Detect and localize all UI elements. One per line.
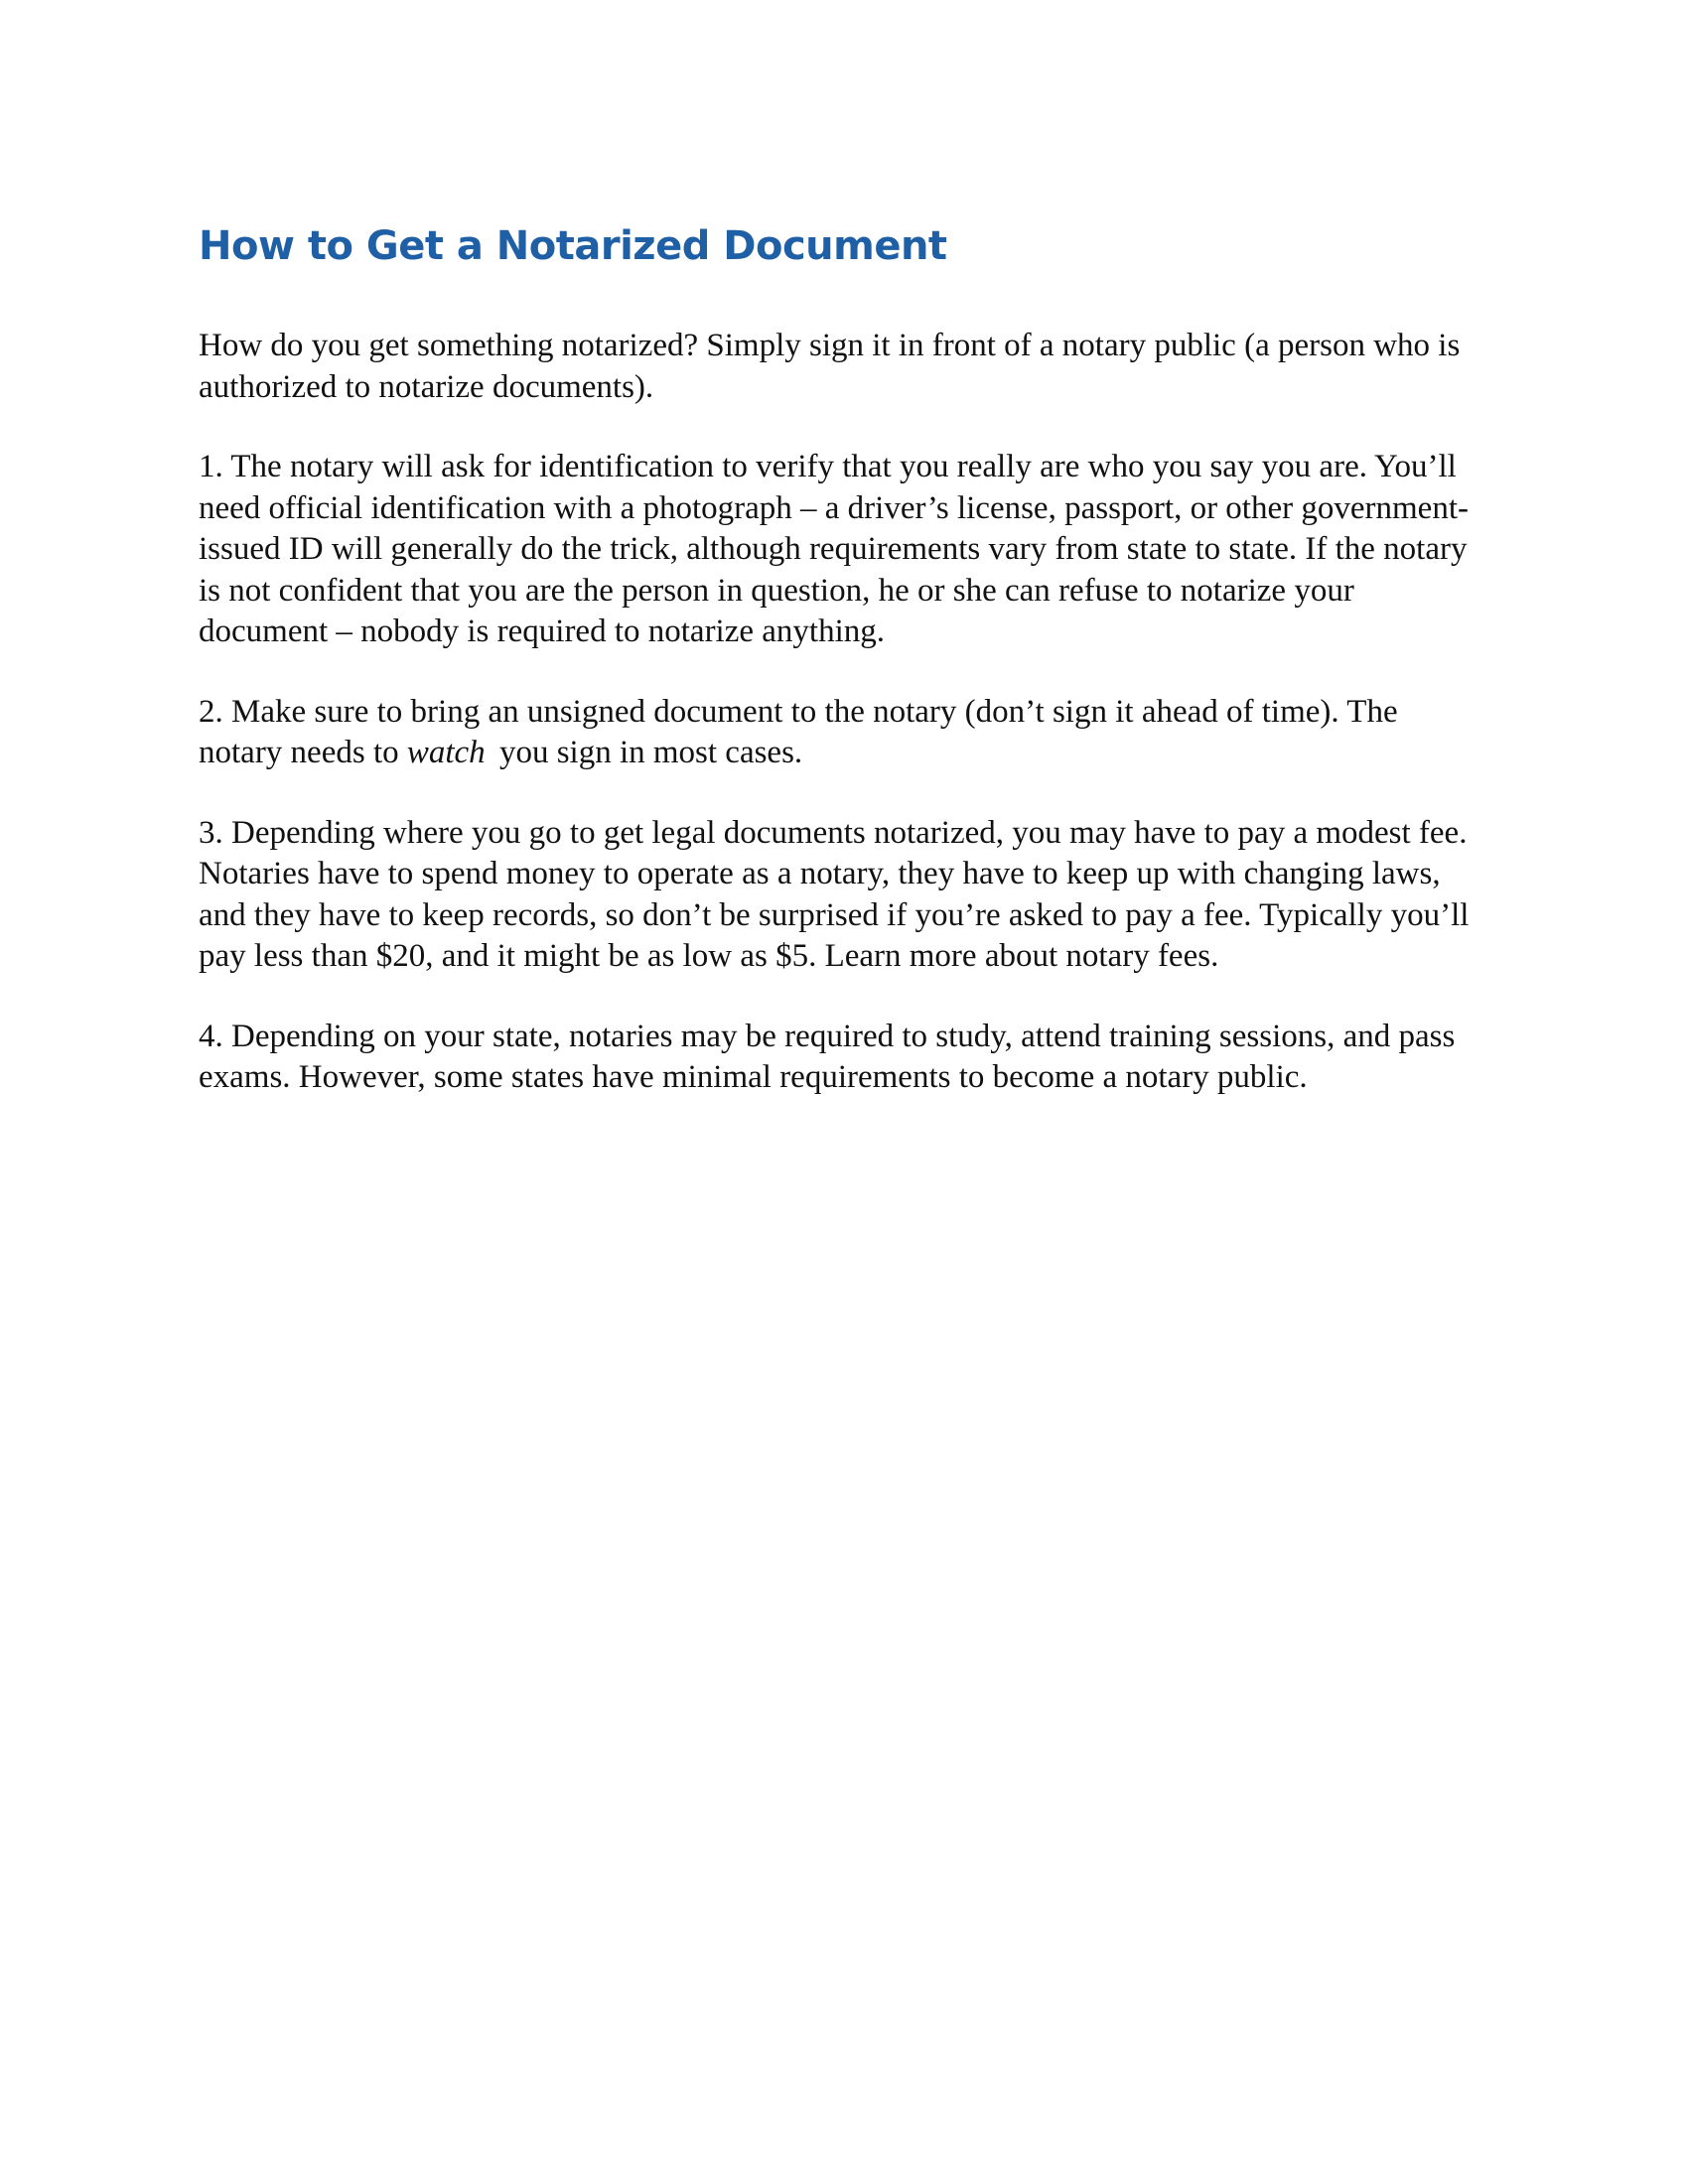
step-2-paragraph	[199, 692, 1489, 774]
step-2-text-before: 2. Make sure to bring an unsigned document to the notary (don’t sign it ahead of time). The notary needs to	[199, 693, 1398, 770]
step-3-paragraph: 3. Depending where you go to get legal documents notarized, you may have to pay a modest fee. Notaries have to spend money to operate as a notary, they have to keep up with changing laws, and they have to keep records, so don’t be surprised if you’re asked to pay a fee. Typically you’ll pay less than $20, and it might be as low as $5. Learn more about notary fees.	[199, 814, 1470, 974]
document-title: How to Get a Notarized Document	[199, 223, 947, 269]
step-2-emphasis: watch	[406, 735, 486, 770]
step-4-paragraph: 4. Depending on your state, notaries may be required to study, attend training sessions, and pass exams. However, some states have minimal requirements to become a notary public.	[199, 1018, 1456, 1095]
document-body	[199, 218, 1489, 1138]
step-2-text-after: you sign in most cases.	[491, 735, 803, 770]
step-1-paragraph: 1. The notary will ask for identification to verify that you really are who you say you are. You’ll need official identification with a photograph – a driver’s license, passport, or other government-issued ID will generally do the trick, although requirements vary from state to state. If the notary is not confident that you are the person in question, he or she can refuse to notarize your document – nobody is required to notarize anything.	[199, 449, 1469, 649]
intro-paragraph: How do you get something notarized? Simply sign it in front of a notary public (a person who is authorized to notarize documents).	[199, 328, 1461, 405]
